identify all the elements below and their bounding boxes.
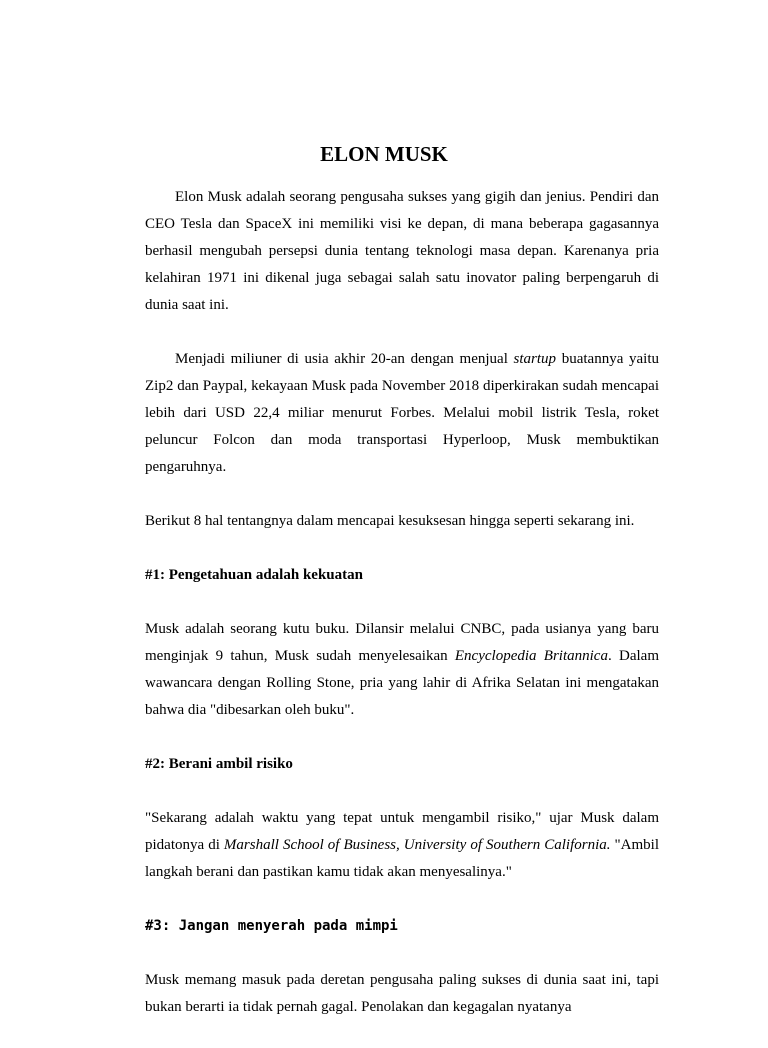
section-1-text-b: . Dalam wawancara dengan Rolling Stone, pria yang lahir di Afrika Selatan ini mengatakan bahwa dia "dibesarkan oleh buku".	[145, 648, 659, 718]
section-heading-1: #1: Pengetahuan adalah kekuatan	[145, 567, 363, 583]
section-1-text-a: Musk adalah seorang kutu buku. Dilansir melalui CNBC, pada usianya yang baru menginjak 9 tahun, Musk sudah menyelesaikan	[145, 621, 659, 664]
encyclopedia-title: Encyclopedia Britannica	[454, 648, 608, 664]
intro-paragraph: Elon Musk adalah seorang pengusaha sukses yang gigih dan jenius. Pendiri dan CEO Tesla dan SpaceX ini memiliki visi ke depan, di mana beberapa gagasannya berhasil mengubah persepsi dunia tentang teknologi masa depan. Karenanya pria kelahiran 1971 ini dikenal juga sebagai salah satu inovator paling berpengaruh di dunia saat ini.	[145, 189, 659, 313]
section-2-paragraph	[145, 805, 659, 886]
university-name: Marshall School of Business, University of Southern California.	[223, 837, 611, 853]
section-2-text-a: "Sekarang adalah waktu yang tepat untuk mengambil risiko," ujar Musk dalam pidatonya di	[145, 810, 659, 853]
startup-term: startup	[513, 351, 557, 367]
section-1-paragraph	[145, 616, 659, 724]
section-heading-3: #3: Jangan menyerah pada mimpi	[145, 918, 398, 934]
document-body	[145, 184, 659, 1048]
wealth-text-a: Menjadi miliuner di usia akhir 20-an dengan menjual	[175, 351, 514, 367]
wealth-text-b: buatannya yaitu Zip2 dan Paypal, kekayaan Musk pada November 2018 diperkirakan sudah mencapai lebih dari USD 22,4 miliar menurut Forbes. Melalui mobil listrik Tesla, roket peluncur Folcon dan moda transportasi Hyperloop, Musk membuktikan pengaruhnya.	[145, 351, 659, 475]
section-2-text-b: "Ambil langkah berani dan pastikan kamu tidak akan menyesalinya."	[145, 837, 659, 880]
document-title: ELON MUSK	[320, 142, 448, 166]
list-intro-paragraph: Berikut 8 hal tentangnya dalam mencapai kesuksesan hingga seperti sekarang ini.	[145, 513, 635, 529]
wealth-paragraph	[145, 346, 659, 481]
section-3-paragraph: Musk memang masuk pada deretan pengusaha paling sukses di dunia saat ini, tapi bukan berarti ia tidak pernah gagal. Penolakan dan kegagalan nyatanya	[145, 972, 659, 1015]
section-heading-2: #2: Berani ambil risiko	[145, 756, 293, 772]
